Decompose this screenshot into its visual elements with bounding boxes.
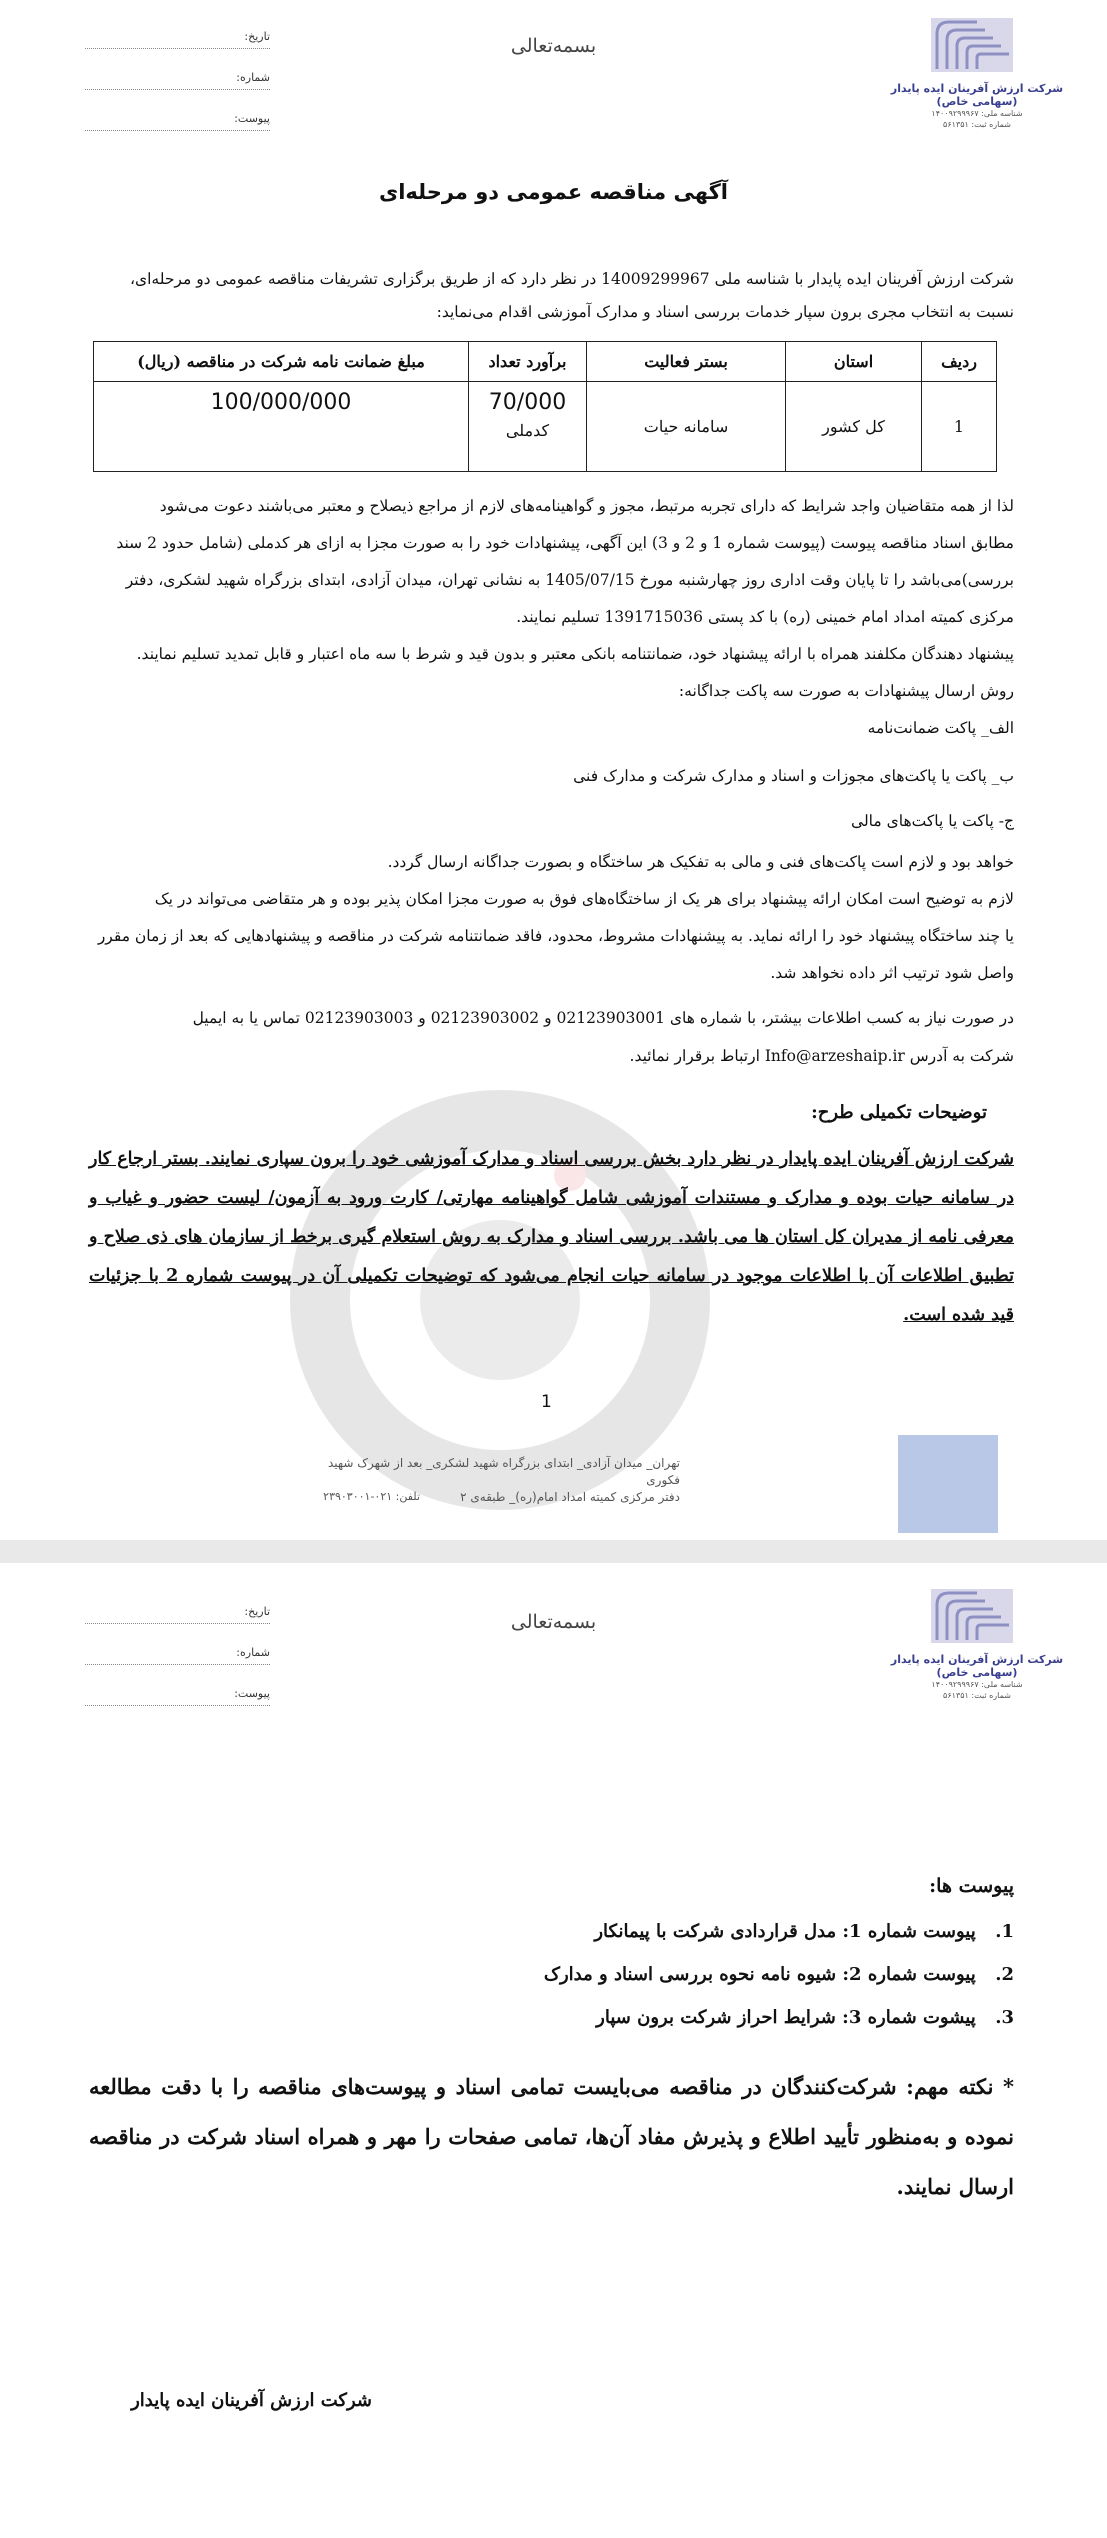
body-line: بررسی)می‌باشد را تا پایان وقت اداری روز چهارشنبه مورخ 1405/07/15 به نشانی تهران، میدان آزادی، ابتدای بزرگراه شهید لشکری، دفتر [125, 571, 1014, 589]
company-logo [877, 1585, 1077, 1701]
attachment-number: 1. [995, 1921, 1014, 1942]
attachment-field: پیوست: [85, 108, 270, 131]
body-line: واصل شود ترتیب اثر داده نخواهد شد. [770, 964, 1014, 982]
company-national-id: شناسه ملی: ۱۴۰۰۹۲۹۹۹۶۷ [931, 1680, 1023, 1689]
estimate-value: 70/000 [488, 390, 567, 415]
intro-line-1: شرکت ارزش آفرینان ایده پایدار با شناسه ملی 14009299967 در نظر دارد که از طریق برگزاری تشریفات مناقصه عمومی دو مرحله‌ای، [129, 270, 1014, 288]
header-index: ردیف [922, 342, 997, 382]
body-line: خواهد بود و لازم است پاکت‌های فنی و مالی به تفکیک هر ساختگاه و بصورت جداگانه ارسال گردد. [387, 853, 1014, 871]
body-line: شرکت به آدرس Info@arzeshaip.ir ارتباط برقرار نمائید. [629, 1047, 1014, 1065]
table-header-row [94, 342, 997, 382]
body-line: روش ارسال پیشنهادات به صورت سه پاکت جداگانه: [678, 682, 1014, 700]
body-line: ج- پاکت یا پاکت‌های مالی [851, 812, 1014, 830]
estimate-unit: کدملی [505, 421, 550, 440]
attachment-field: پیوست: [85, 1683, 270, 1706]
footer-address-line-1: تهران_ میدان آزادی_ ابتدای بزرگراه شهید لشکری_ بعد از شهرک شهید فکوری [327, 1456, 680, 1487]
cell-province: کل کشور [786, 382, 922, 472]
tender-table [93, 341, 997, 472]
body-line: مرکزی کمیته امداد امام خمینی (ره) با کد پستی 1391715036 تسلیم نمایند. [516, 608, 1014, 626]
body-line: لازم به توضیح است امکان ارائه پیشنهاد برای هر یک از ساختگاه‌های فوق به صورت مجزا امکان پذیر بوده و هر متقاضی می‌تواند در یک [154, 890, 1014, 908]
header-platform: بستر فعالیت [587, 342, 786, 382]
table-row [94, 382, 997, 472]
attachment-label: پیشوت شماره 3: شرایط احراز شرکت برون سپار [596, 2007, 976, 2028]
attachment-number: 3. [995, 2007, 1014, 2028]
number-field: شماره: [85, 67, 270, 90]
important-note: * نکته مهم: شرکت‌کنندگان در مناقصه می‌بایست تمامی اسناد و پیوست‌های مناقصه را با دقت مطالعه نموده و به‌منظور تأیید اطلاع و پذیرش مفاد آن‌ها، تمامی صفحات را مهر و همراه اسناد شرکت در مناقصه ارسال نمایند. [89, 2074, 1014, 2199]
list-item [314, 1910, 1014, 1953]
date-field: تاریخ: [85, 26, 270, 49]
attachment-label: پیوست شماره 1: مدل قراردادی شرکت با پیمانکار [594, 1921, 976, 1942]
page-number: 1 [541, 1392, 552, 1412]
body-line: در صورت نیاز به کسب اطلاعات بیشتر، با شماره های 02123903001 و 02123903002 و 02123903003 تماس یا به ایمیل [192, 1009, 1014, 1027]
details-title: توضیحات تکمیلی طرح: [811, 1102, 987, 1123]
cell-index: 1 [922, 382, 997, 472]
list-item [314, 1996, 1014, 2039]
cell-platform: سامانه حیات [587, 382, 786, 472]
company-registration: شماره ثبت: ۵۶۱۳۵۱ [943, 120, 1011, 129]
cell-guarantee [94, 382, 469, 472]
body-line: ب_ پاکت یا پاکت‌های مجوزات و اسناد و مدارک شرکت و مدارک فنی [573, 767, 1014, 785]
company-logo-icon [917, 14, 1027, 76]
bismillah-heading: بسمه‌تعالی [510, 1611, 597, 1633]
body-line: لذا از همه متقاضیان واجد شرایط که دارای تجربه مرتبط، مجوز و گواهینامه‌های لازم از مراجع ذیصلاح و معتبر می‌باشند دعوت می‌شود [159, 497, 1014, 515]
attachment-number: 2. [995, 1964, 1014, 1985]
header-estimate: برآورد تعداد [469, 342, 587, 382]
body-line: مطابق اسناد مناقصه پیوست (پیوست شماره 1 و 2 و 3) این آگهی، پیشنهادات خود را به صورت مجزا به ازای هر کدملی (شامل حدود 2 سند [116, 534, 1014, 552]
date-field: تاریخ: [85, 1601, 270, 1624]
tender-title: آگهی مناقصه عمومی دو مرحله‌ای [378, 180, 729, 204]
header-guarantee: مبلغ ضمانت نامه شرکت در مناقصه (ریال) [94, 342, 469, 382]
company-logo-icon [917, 1585, 1027, 1647]
body-line: پیشنهاد دهندگان مکلفند همراه با ارائه پیشنهاد خود، ضمانتنامه بانکی معتبر و بدون قید و شرط با سه ماه اعتبار و قابل تمدید تسلیم نمایند. [136, 645, 1014, 663]
details-text [89, 1140, 1014, 1335]
footer-color-block [898, 1435, 998, 1533]
company-registration: شماره ثبت: ۵۶۱۳۵۱ [943, 1691, 1011, 1700]
footer-phone: تلفن: ۰۲۱-۲۳۹۰۳۰۰۱ [323, 1490, 420, 1503]
intro-line-2: نسبت به انتخاب مجری برون سپار خدمات بررسی اسناد و مدارک آموزشی اقدام می‌نماید: [436, 303, 1014, 321]
details-text-body: شرکت ارزش آفرینان ایده پایدار در نظر دارد بخش بررسی اسناد و مدارک آموزشی خود را برون سپاری نمایند. بستر ارجاع کار در سامانه حیات بوده و مدارک و مستندات آموزشی شامل گواهینامه مهارتی/ کارت ورود به آزمون/ لیست حضور و غیاب و معرفی نامه از مدیران کل استان ها می باشد. بررسی اسناد و مدارک به روش استعلام گیری برخط از سازمان های ذی صلاح و تطبیق اطلاعات آن با اطلاعات موجود در سامانه حیات انجام می‌شود که توضیحات تکمیلی آن در پیوست شماره 2 با جزئیات قید شده است. [89, 1149, 1014, 1325]
guarantee-amount: 100/000/000 [210, 390, 352, 415]
company-name: شرکت ارزش آفرینان ایده پایدار (سهامی خاص) [890, 82, 1064, 108]
attachment-label: پیوست شماره 2: شیوه نامه نحوه بررسی اسناد و مدارک [543, 1964, 976, 1985]
number-field: شماره: [85, 1642, 270, 1665]
company-national-id: شناسه ملی: ۱۴۰۰۹۲۹۹۹۶۷ [931, 109, 1023, 118]
company-logo [877, 14, 1077, 130]
footer-address-line-2: دفتر مرکزی کمیته امداد امام(ره)_ طبقه‌ی ۲ [460, 1490, 680, 1504]
bismillah-heading: بسمه‌تعالی [510, 35, 597, 57]
attachments-title: پیوست ها: [929, 1875, 1014, 1897]
cell-estimate [469, 382, 587, 472]
body-line: الف_ پاکت ضمانت‌نامه [867, 719, 1014, 737]
header-province: استان [786, 342, 922, 382]
body-line: یا چند ساختگاه پیشنهاد خود را ارائه نماید. به پیشنهادات مشروط، محدود، فاقد ضمانتنامه شرکت در مناقصه و پیشنهادهایی که بعد از زمان مقرر [97, 927, 1014, 945]
company-name: شرکت ارزش آفرینان ایده پایدار (سهامی خاص) [890, 1653, 1064, 1679]
attachments-list [314, 1910, 1014, 2039]
list-item [314, 1953, 1014, 1996]
signature-company: شرکت ارزش آفرینان ایده پایدار [131, 2390, 372, 2411]
